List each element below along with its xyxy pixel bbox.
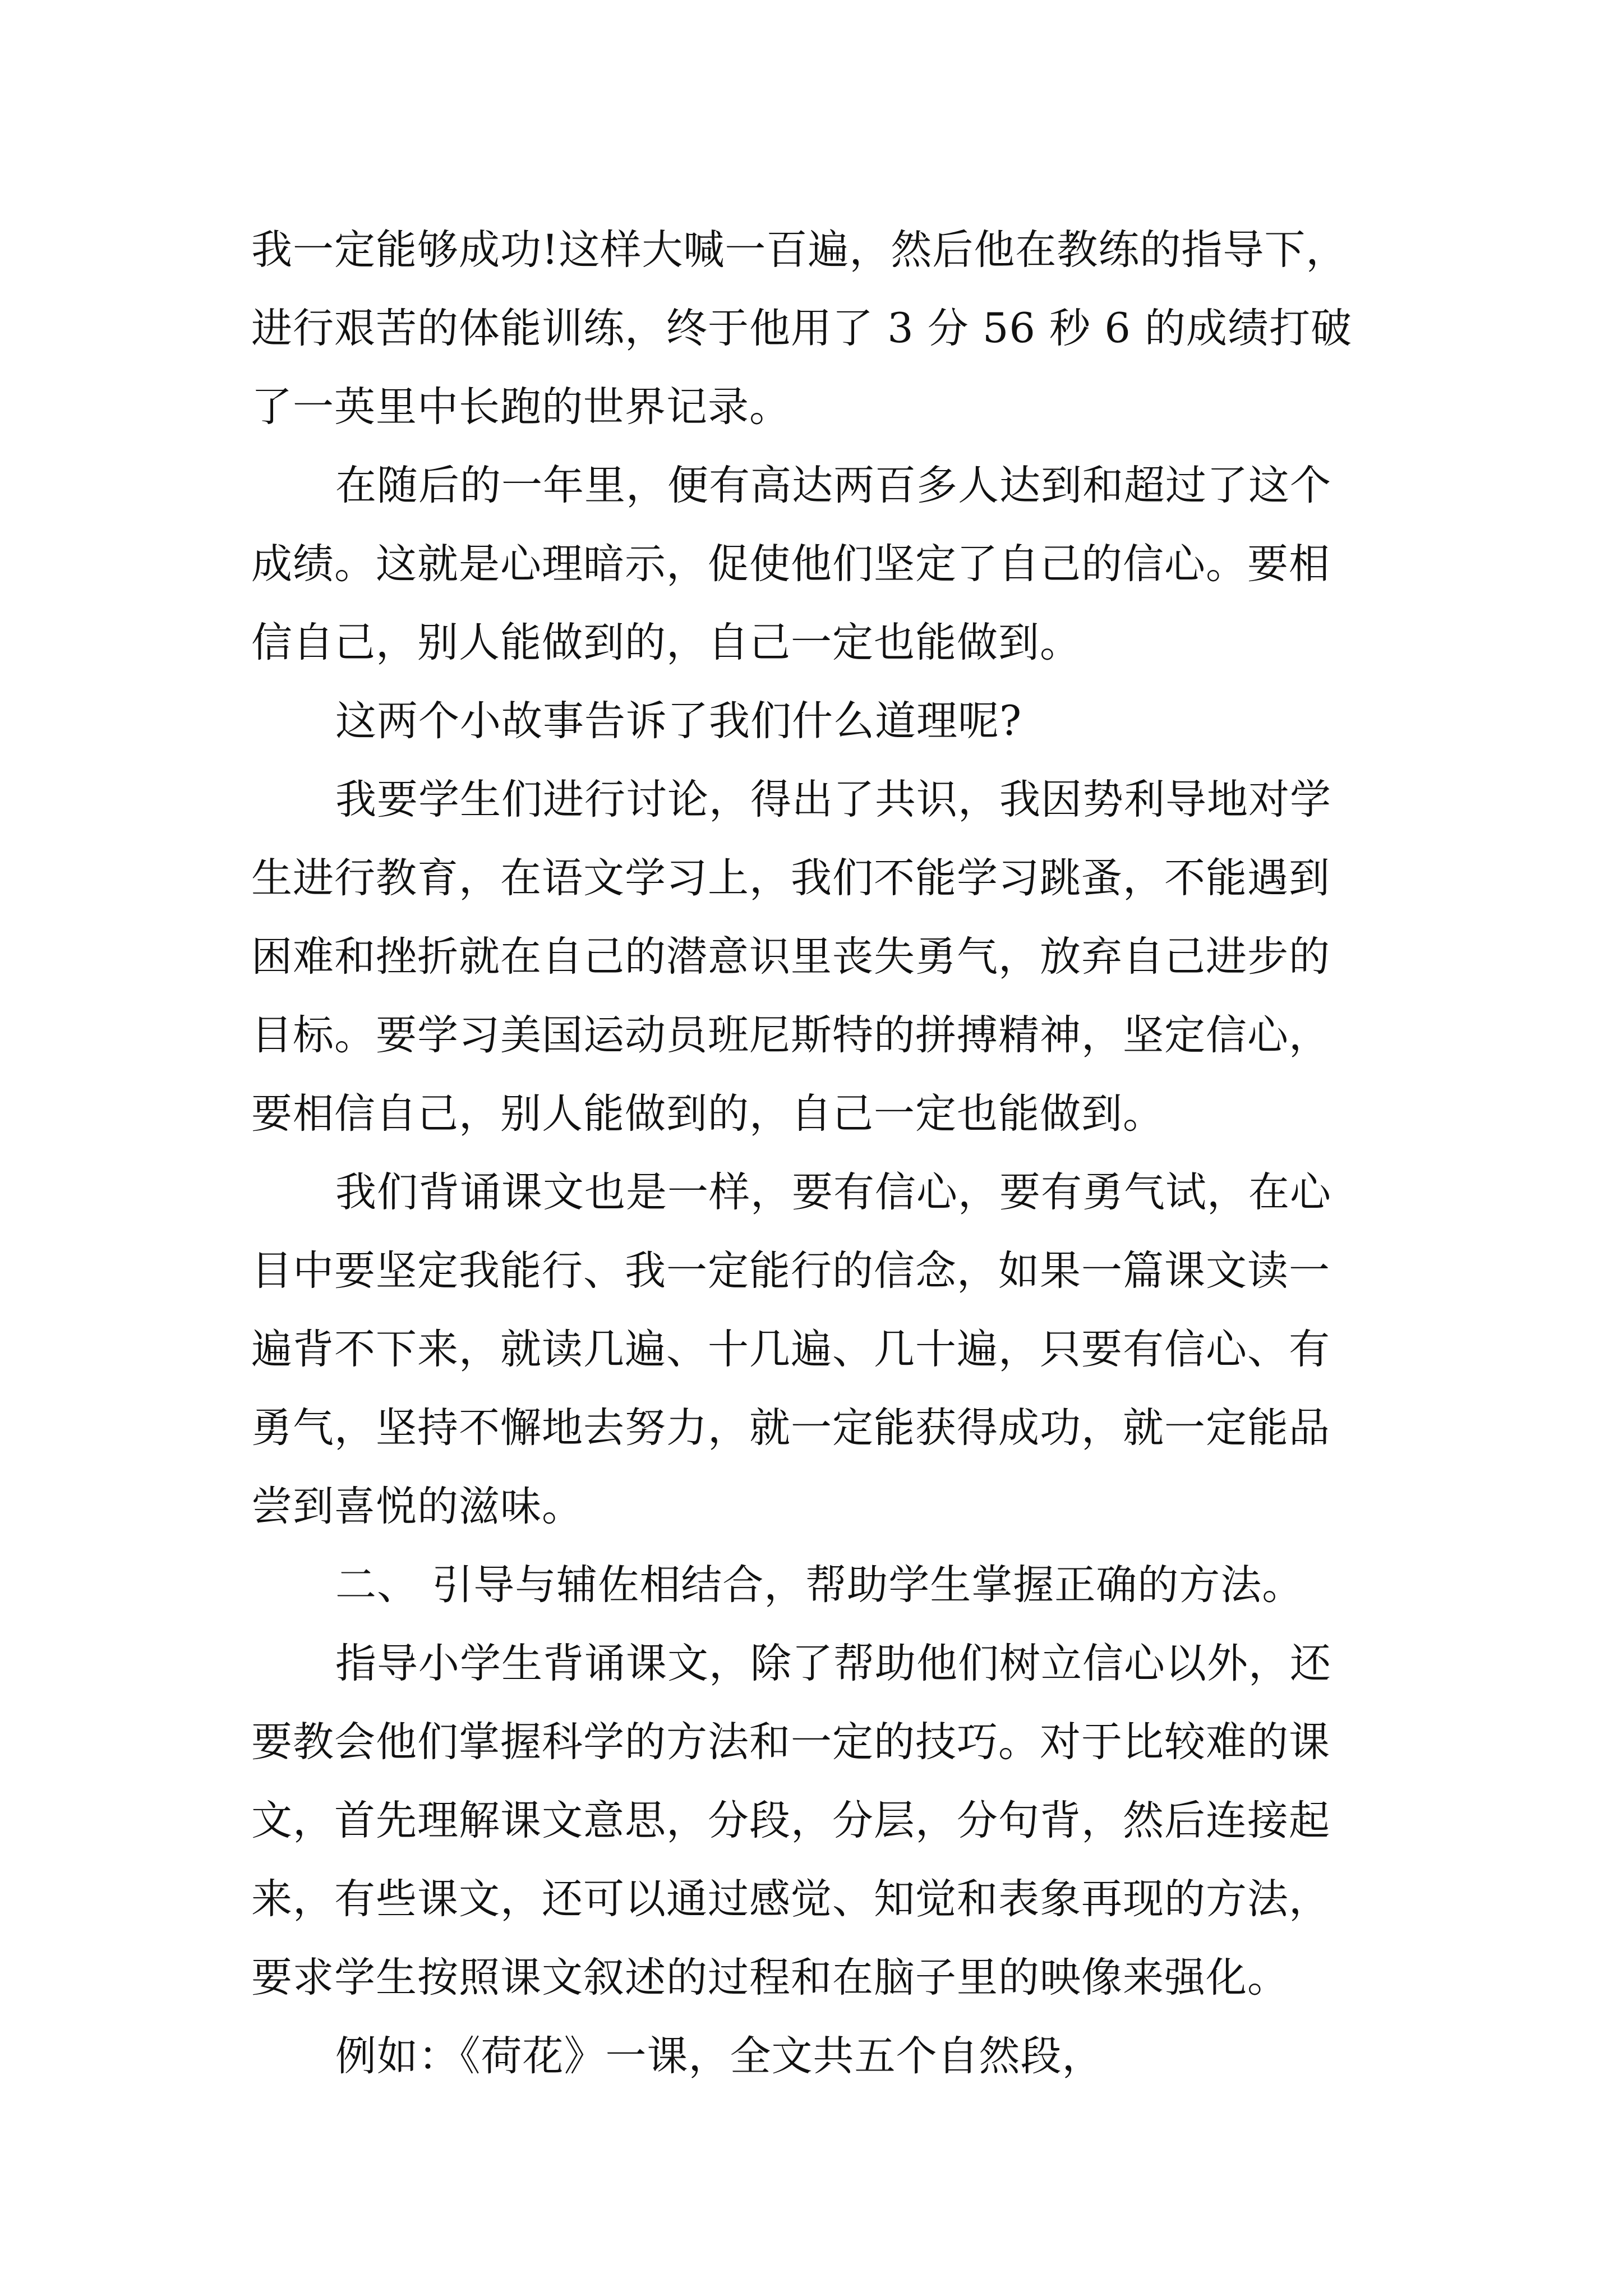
paragraph-line: 例如：《荷花》一课，全文共五个自然段， (335, 2032, 1104, 2080)
paragraph-line: 遍背不下来，就读几遍、十几遍、几十遍，只要有信心、有 (251, 1326, 1330, 1373)
paragraph-line: 文，首先理解课文意思，分段，分层，分句背，然后连接起 (251, 1797, 1330, 1844)
paragraph-line: 要相信自己，别人能做到的，自己一定也能做到。 (251, 1090, 1164, 1138)
paragraph-line: 困难和挫折就在自己的潜意识里丧失勇气，放弃自己进步的 (251, 933, 1330, 981)
paragraph-line: 尝到喜悦的滋味。 (251, 1483, 583, 1530)
paragraph-line: 要教会他们掌握科学的方法和一定的技巧。对于比较难的课 (251, 1718, 1330, 1766)
paragraph-line: 我要学生们进行讨论，得出了共识，我因势利导地对学 (335, 776, 1331, 823)
paragraph-line: 这两个小故事告诉了我们什么道理呢? (335, 697, 1022, 745)
paragraph-line: 要求学生按照课文叙述的过程和在脑子里的映像来强化。 (251, 1954, 1289, 2001)
section-heading: 二、 引导与辅佐相结合，帮助学生掌握正确的方法。 (335, 1561, 1304, 1609)
paragraph-line: 目中要坚定我能行、我一定能行的信念，如果一篇课文读一 (251, 1247, 1330, 1295)
paragraph-line: 来，有些课文，还可以通过感觉、知觉和表象再现的方法， (251, 1875, 1330, 1923)
paragraph-line: 信自己，别人能做到的，自己一定也能做到。 (251, 619, 1081, 666)
paragraph-line: 我一定能够成功!这样大喊一百遍，然后他在教练的指导下， (251, 226, 1348, 274)
paragraph-line: 了一英里中长跑的世界记录。 (251, 383, 791, 431)
paragraph-line: 我们背诵课文也是一样，要有信心，要有勇气试，在心 (335, 1168, 1331, 1216)
paragraph-line: 进行艰苦的体能训练，终于他用了 3 分 56 秒 6 的成绩打破 (251, 305, 1353, 352)
paragraph-line: 勇气，坚持不懈地去努力，就一定能获得成功，就一定能品 (251, 1404, 1330, 1452)
paragraph-line: 生进行教育，在语文学习上，我们不能学习跳蚤，不能遇到 (251, 854, 1330, 902)
paragraph-line: 成绩。这就是心理暗示，促使他们坚定了自己的信心。要相 (251, 540, 1330, 588)
paragraph-line: 目标。要学习美国运动员班尼斯特的拼搏精神，坚定信心， (251, 1011, 1330, 1059)
paragraph-line: 指导小学生背诵课文，除了帮助他们树立信心以外，还 (335, 1640, 1331, 1687)
paragraph-line: 在随后的一年里，便有高达两百多人达到和超过了这个 (335, 462, 1331, 509)
